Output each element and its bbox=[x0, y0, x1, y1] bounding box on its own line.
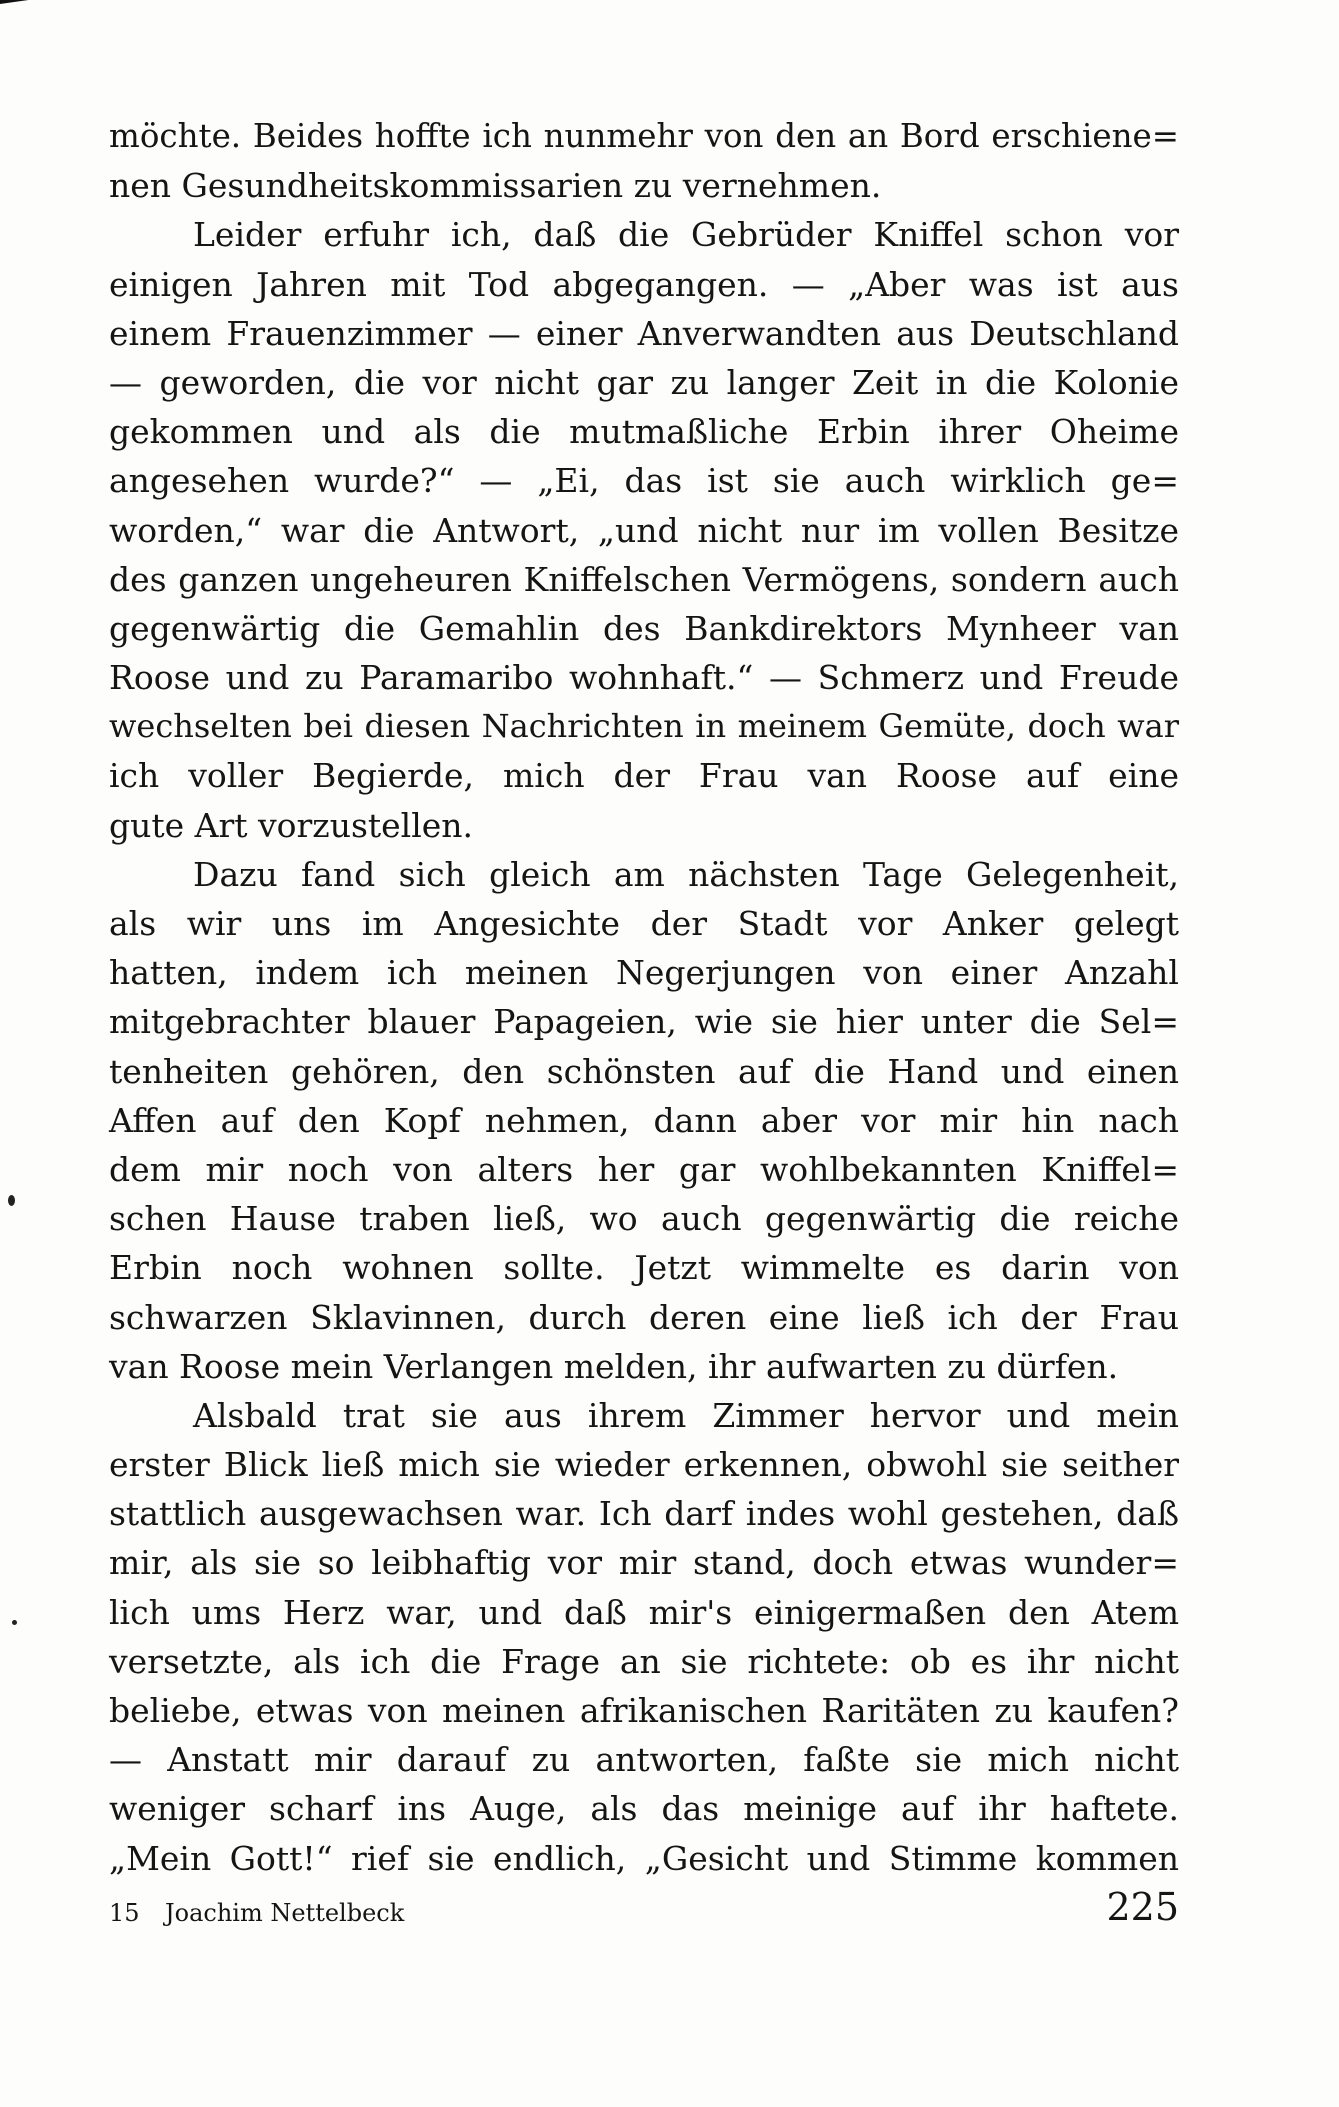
text-line: Erbin noch wohnen sollte. Jetzt wimmelte es darin von bbox=[109, 1248, 1179, 1288]
text-line: stattlich ausgewachsen war. Ich darf indes wohl gestehen, daß bbox=[109, 1494, 1179, 1534]
text-line: schwarzen Sklavinnen, durch deren eine ließ ich der Frau bbox=[109, 1297, 1179, 1337]
text-line: „Mein Gott!“ rief sie endlich, „Gesicht und Stimme kommen bbox=[109, 1838, 1179, 1878]
text-line: Dazu fand sich gleich am nächsten Tage Gelegenheit, bbox=[193, 854, 1179, 894]
text-line: Leider erfuhr ich, daß die Gebrüder Kniffel schon vor bbox=[193, 215, 1179, 255]
text-line: beliebe, etwas von meinen afrikanischen Raritäten zu kaufen? bbox=[109, 1691, 1179, 1730]
text-line: gute Art vorzustellen. bbox=[109, 805, 474, 845]
page-footer bbox=[109, 1885, 1179, 1935]
text-line: wechselten bei diesen Nachrichten in meinem Gemüte, doch war bbox=[109, 707, 1179, 746]
text-line: lich ums Herz war, und daß mir's einigermaßen den Atem bbox=[109, 1592, 1179, 1632]
text-line: einem Frauenzimmer — einer Anverwandten aus Deutschland bbox=[109, 313, 1179, 353]
text-line: — geworden, die vor nicht gar zu langer Zeit in die Kolonie bbox=[109, 362, 1179, 402]
text-line: Affen auf den Kopf nehmen, dann aber vor mir hin nach bbox=[109, 1100, 1179, 1140]
text-line: nen Gesundheitskommissarien zu vernehmen. bbox=[109, 166, 882, 206]
body-text bbox=[109, 112, 1179, 1883]
page-number: 225 bbox=[1106, 1885, 1179, 1929]
text-line: ich voller Begierde, mich der Frau van Roose auf eine bbox=[109, 756, 1179, 796]
text-line: worden,“ war die Antwort, „und nicht nur im vollen Besitze bbox=[109, 510, 1179, 550]
text-line: — Anstatt mir darauf zu antworten, faßte sie mich nicht bbox=[109, 1740, 1179, 1780]
text-line: Alsbald trat sie aus ihrem Zimmer hervor und mein bbox=[193, 1395, 1179, 1435]
text-line: versetzte, als ich die Frage an sie richtete: ob es ihr nicht bbox=[109, 1641, 1179, 1681]
text-line: dem mir noch von alters her gar wohlbekannten Kniffel= bbox=[109, 1149, 1179, 1189]
text-line: weniger scharf ins Auge, als das meinige auf ihr haftete. bbox=[109, 1789, 1179, 1829]
text-line: schen Hause traben ließ, wo auch gegenwärtig die reiche bbox=[109, 1199, 1179, 1239]
text-line: möchte. Beides hoffte ich nunmehr von den an Bord erschiene= bbox=[109, 117, 1179, 155]
text-line: gekommen und als die mutmaßliche Erbin ihrer Oheime bbox=[109, 412, 1179, 452]
text-line: hatten, indem ich meinen Negerjungen von einer Anzahl bbox=[109, 953, 1179, 993]
scan-corner-mark bbox=[0, 0, 40, 18]
signature-number: 15 bbox=[109, 1899, 140, 1927]
text-line: erster Blick ließ mich sie wieder erkennen, obwohl sie seither bbox=[109, 1445, 1179, 1485]
text-line: als wir uns im Angesichte der Stadt vor Anker gelegt bbox=[109, 904, 1179, 943]
text-line: Roose und zu Paramaribo wohnhaft.“ — Schmerz und Freude bbox=[109, 658, 1179, 698]
signature-name: Joachim Nettelbeck bbox=[165, 1899, 405, 1927]
text-line: tenheiten gehören, den schönsten auf die Hand und einen bbox=[109, 1051, 1179, 1091]
text-line: mir, als sie so leibhaftig vor mir stand, doch etwas wunder= bbox=[109, 1543, 1179, 1583]
scan-speck bbox=[8, 1195, 15, 1206]
text-line: mitgebrachter blauer Papageien, wie sie hier unter die Sel= bbox=[109, 1002, 1179, 1042]
text-line: des ganzen ungeheuren Kniffelschen Vermögens, sondern auch bbox=[109, 559, 1179, 599]
text-line: angesehen wurde?“ — „Ei, das ist sie auch wirklich ge= bbox=[109, 461, 1179, 501]
scan-speck bbox=[12, 1620, 17, 1625]
text-line: van Roose mein Verlangen melden, ihr aufwarten zu dürfen. bbox=[109, 1346, 1119, 1386]
text-line: gegenwärtig die Gemahlin des Bankdirektors Mynheer van bbox=[109, 608, 1179, 648]
text-line: einigen Jahren mit Tod abgegangen. — „Aber was ist aus bbox=[109, 264, 1179, 304]
